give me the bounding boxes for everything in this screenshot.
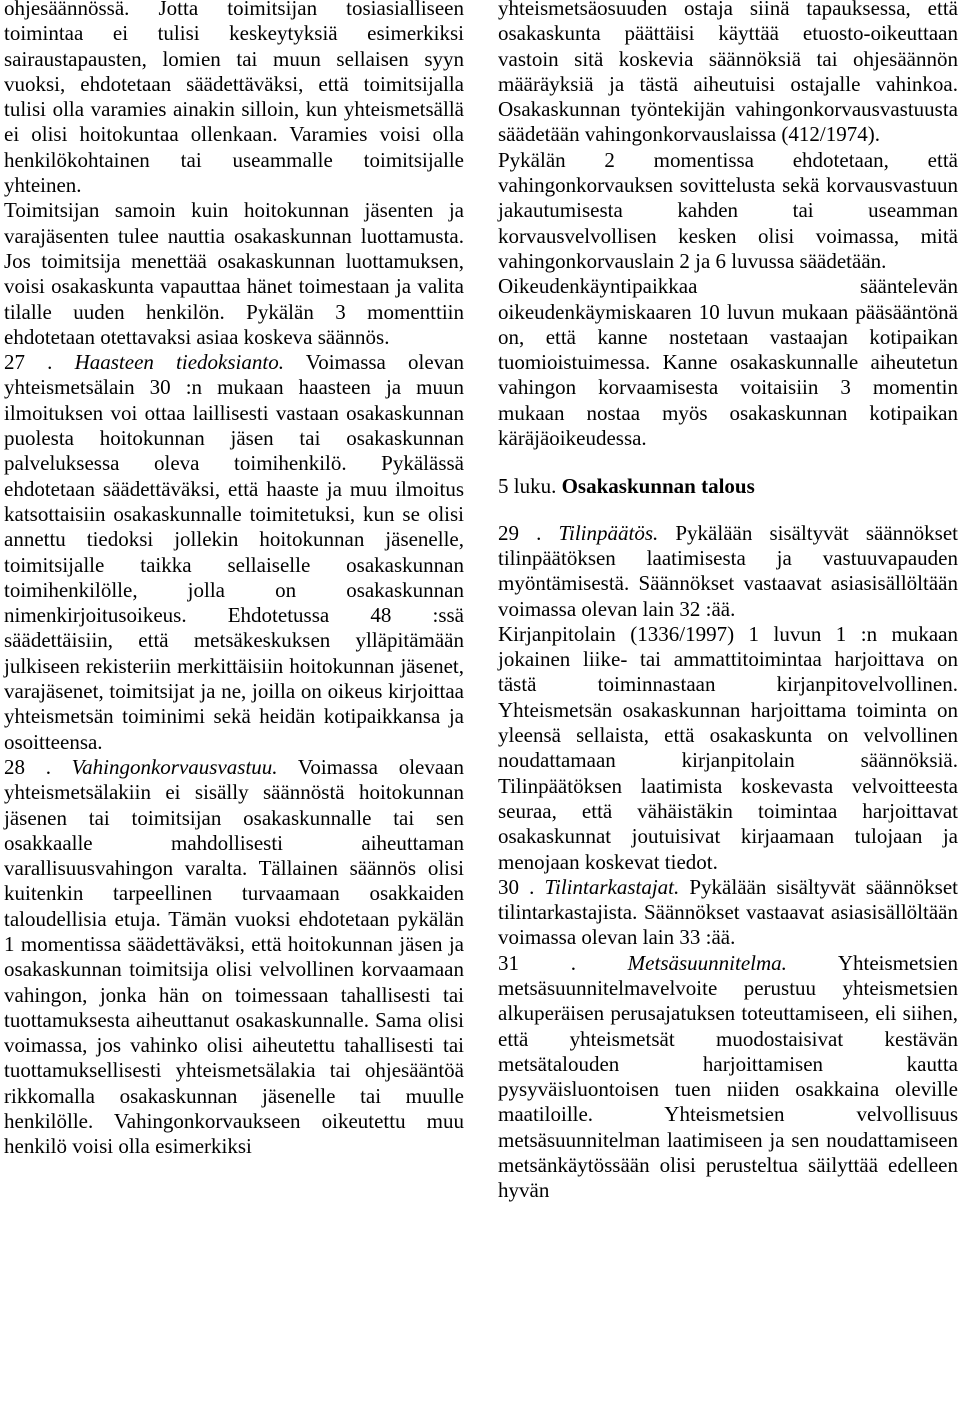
paragraph: Oikeudenkäyntipaikkaa sääntelevän oikeudenkäymiskaaren 10 luvun mukaan pääsääntönä on, että kanne nostetaan vastaajan kotipaikan tuomioistuimessa. Kanne osakaskunnalle aiheutetun vahingon korvaamisesta voitaisiin 3 momentin mukaan nostaa myös osakaskunnan kotipaikan käräjäoikeudessa. (498, 274, 958, 451)
section-title: Tilintarkastajat. (544, 874, 680, 899)
section-28: 28 . Vahingonkorvausvastuu. Voimassa olevaan yhteismetsälakiin ei sisälly säännöstä hoitokunnan jäsenen tai toimitsijan osakaskunnalle tai sen osakkaalle mahdollisesti aiheuttaman varallisuusvahingon varalta. Tällainen säännös olisi kuitenkin tarpeellinen turvaamaan osakkaiden taloudellisia etuja. Tämän vuoksi ehdotetaan pykälän 1 momentissa säädettäväksi, että hoitokunnan jäsen ja osakaskunnan toimitsija olisi velvollinen korvaamaan vahingon, jonka hän on toimessaan tahallisesti tai tuottamuksesta aiheuttanut osakaskunnalle. Sama olisi voimassa, jos vahinko olisi aiheutettu tahallisesti tai tuottamuksellisesti yhteismetsälakia tai ohjesääntöä rikkomalla osakaskunnan jäsenelle tai muulle henkilölle. Vahingonkorvaukseen oikeutettu muu henkilö voisi olla esimerkiksi (4, 754, 465, 1159)
section-30: 30 . Tilintarkastajat. Pykälään sisältyvät säännökset tilintarkastajista. Säännökset vastaavat asiasisällöltään voimassa olevan lain 33 :ää. (498, 874, 959, 950)
section-text: Pykälään sisältyvät säännökset tilinpäätöksen laatimisesta ja vastuuvapauden myöntämisestä. Säännökset vastaavat asiasisällöltään voimassa olevan lain 32 :ää. (498, 520, 959, 621)
section-number: 28 (4, 754, 25, 779)
chapter-number: 5 luku. (498, 474, 557, 499)
section-31: 31 . Metsäsuunnitelma. Yhteismetsien metsäsuunnitelmavelvoite perustuu yhteismetsien alkuperäisen perusajatuksen toteuttamiseen, eli siihen, että yhteismetsät muodostaisivat kestävän metsätalouden harjoittamisen kautta pysyväisluontoisen tuen niiden osakkaina oleville maatiloille. Yhteismetsien velvollisuus metsäsuunnitelman laatimiseen ja sen noudattamiseen metsänkäytössään olisi perusteltua säilyttää edelleen hyvän (498, 950, 958, 1203)
section-title: Haasteen tiedoksianto. (74, 350, 284, 375)
left-column (4, 0, 464, 1160)
section-number: 29 (498, 520, 519, 545)
paragraph: Kirjanpitolain (1336/1997) 1 luvun 1 :n mukaan jokainen liike- tai ammattitoimintaa harjoittava on tästä toiminnastaan kirjanpitovelvollinen. Yhteismetsän osakaskunnan harjoittama toiminta on yleensä sellaista, että osakaskunta on velvollinen noudattamaan kirjanpitolain säännöksiä. Tilinpäätöksen laatimista koskevasta velvoitteesta seuraa, että vähäistäkin toimintaa harjoittavat osakaskunnat joutuisivat kirjaamaan tulojaan ja menojaan koskevat tiedot. (498, 621, 958, 874)
section-number: 30 (498, 874, 519, 899)
chapter-heading (498, 474, 958, 499)
paragraph: Toimitsijan samoin kuin hoitokunnan jäsenten ja varajäsenten tulee nauttia osakaskunnan luottamusta. Jos toimitsija menettää osakaskunnan luottamuksen, voisi osakaskunta vapauttaa hänet toimestaan ja valita tilalle uuden henkilön. Pykälän 3 momenttiin ehdotetaan otettavaksi asiaa koskeva säännös. (4, 198, 464, 349)
paragraph: Pykälän 2 momentissa ehdotetaan, että vahingonkorvauksen sovittelusta sekä korvausvastuun jakautumisesta kahden tai useamman korvausvelvollisen kesken olisi voimassa, mitä vahingonkorvauslain 2 ja 6 luvussa säädetään. (498, 147, 958, 273)
section-text: Yhteismetsien metsäsuunnitelmavelvoite perustuu yhteismetsien alkuperäisen perusajatuksen toteuttamiseen, eli siihen, että yhteismetsät muodostaisivat kestävän metsätalouden harjoittamisen kautta pysyväisluontoisen tuen niiden osakkaina oleville maatiloille. Yhteismetsien velvollisuus metsäsuunnitelman laatimiseen ja sen noudattamiseen metsänkäytössään olisi perusteltua säilyttää edelleen hyvän (498, 950, 958, 1203)
section-text: Pykälään sisältyvät säännökset tilintarkastajista. Säännökset vastaavat asiasisällöltään voimassa olevan lain 33 :ää. (498, 874, 959, 950)
section-text: Voimassa olevan yhteismetsälain 30 :n mukaan haasteen ja muun ilmoituksen voi ottaa laillisesti vastaan osakaskunnan puolesta hoitokunnan jäsen tai osakaskunnan palveluksessa oleva toimihenkilö. Pykälässä ehdotetaan säädettäväksi, että haaste ja muu ilmoitus katsottaisiin osakaskunnalle toimitetuksi, kun se olisi annettu tiedoksi jollekin hoitokunnan jäsenelle, toimitsijalle taikka sellaiselle osakaskunnan toimihenkilölle, jolla on osakaskunnan nimenkirjoitusoikeus. Ehdotetussa 48 :ssä säädettäisiin, että metsäkeskuksen ylläpitämään julkiseen rekisteriin merkittäisiin hoitokunnan jäsenet, varajäsenet, toimitsijat ja ne, joilla on oikeus kirjoittaa yhteismetsän toiminimi sekä heidän kotipaikkansa ja osoitteensa. (4, 350, 465, 754)
section-number: 31 (498, 950, 519, 975)
section-29: 29 . Tilinpäätös. Pykälään sisältyvät säännökset tilinpäätöksen laatimisesta ja vastuuvapauden myöntämisestä. Säännökset vastaavat asiasisällöltään voimassa olevan lain 32 :ää. (498, 520, 959, 621)
paragraph: yhteismetsäosuuden ostaja siinä tapauksessa, että osakaskunta päättäisi käyttää etuosto-oikeuttaan vastoin sitä koskevia säännöksiä tai ohjesäännön määräyksiä ja tästä aiheutuisi ostajalle vahinkoa. Osakaskunnan työntekijän vahingonkorvausvastuusta säädetään vahingonkorvauslaissa (412/1974). (498, 0, 958, 147)
section-text: Voimassa olevaan yhteismetsälakiin ei sisälly säännöstä hoitokunnan jäsenen tai toimitsijan osakaskunnalle tai sen osakkaalle mahdollisesti aiheuttaman varallisuusvahingon varalta. Tällainen säännös olisi kuitenkin tarpeellinen turvaamaan osakkaiden taloudellisia etuja. Tämän vuoksi ehdotetaan pykälän 1 momentissa säädettäväksi, että hoitokunnan jäsen ja osakaskunnan toimitsija olisi velvollinen korvaamaan vahingon, jonka hän on toimessaan tahallisesti tai tuottamuksesta aiheuttanut osakaskunnalle. Sama olisi voimassa, jos vahinko olisi aiheutettu tahallisesti tai tuottamuksellisesti yhteismetsälakia tai ohjesääntöä rikkomalla osakaskunnan jäsenelle tai muulle henkilölle. Vahingonkorvaukseen oikeutettu muu henkilö voisi olla esimerkiksi (4, 754, 465, 1159)
section-27: 27 . Haasteen tiedoksianto. Voimassa olevan yhteismetsälain 30 :n mukaan haasteen ja muun ilmoituksen voi ottaa laillisesti vastaan osakaskunnan puolesta hoitokunnan jäsen tai osakaskunnan palveluksessa oleva toimihenkilö. Pykälässä ehdotetaan säädettäväksi, että haaste ja muu ilmoitus katsottaisiin osakaskunnalle toimitetuksi, kun se olisi annettu tiedoksi jollekin hoitokunnan jäsenelle, toimitsijalle taikka sellaiselle osakaskunnan toimihenkilölle, jolla on osakaskunnan nimenkirjoitusoikeus. Ehdotetussa 48 :ssä säädettäisiin, että metsäkeskuksen ylläpitämään julkiseen rekisteriin merkittäisiin hoitokunnan jäsenet, varajäsenet, toimitsijat ja ne, joilla on oikeus kirjoittaa yhteismetsän toiminimi sekä heidän kotipaikkansa ja osoitteensa. (4, 350, 465, 754)
paragraph: ohjesäännössä. Jotta toimitsijan tosiasialliseen toimintaa ei tulisi keskeytyksiä esimerkiksi sairaustapausten, lomien tai muun sellaisen syyn vuoksi, ehdotetaan säädettäväksi, että toimitsijalla tulisi olla varamies ainakin silloin, kun yhteismetsällä ei olisi hoitokuntaa ollenkaan. Varamies voisi olla henkilökohtainen tai useammalle toimitsijalle yhteinen. (4, 0, 464, 198)
section-number: 27 (4, 350, 25, 375)
chapter-title: Osakaskunnan talous (561, 474, 755, 499)
section-title: Tilinpäätös. (558, 520, 659, 545)
section-title: Vahingonkorvausvastuu. (71, 754, 278, 779)
section-title: Metsäsuunnitelma. (627, 950, 787, 975)
right-column (498, 0, 958, 1204)
